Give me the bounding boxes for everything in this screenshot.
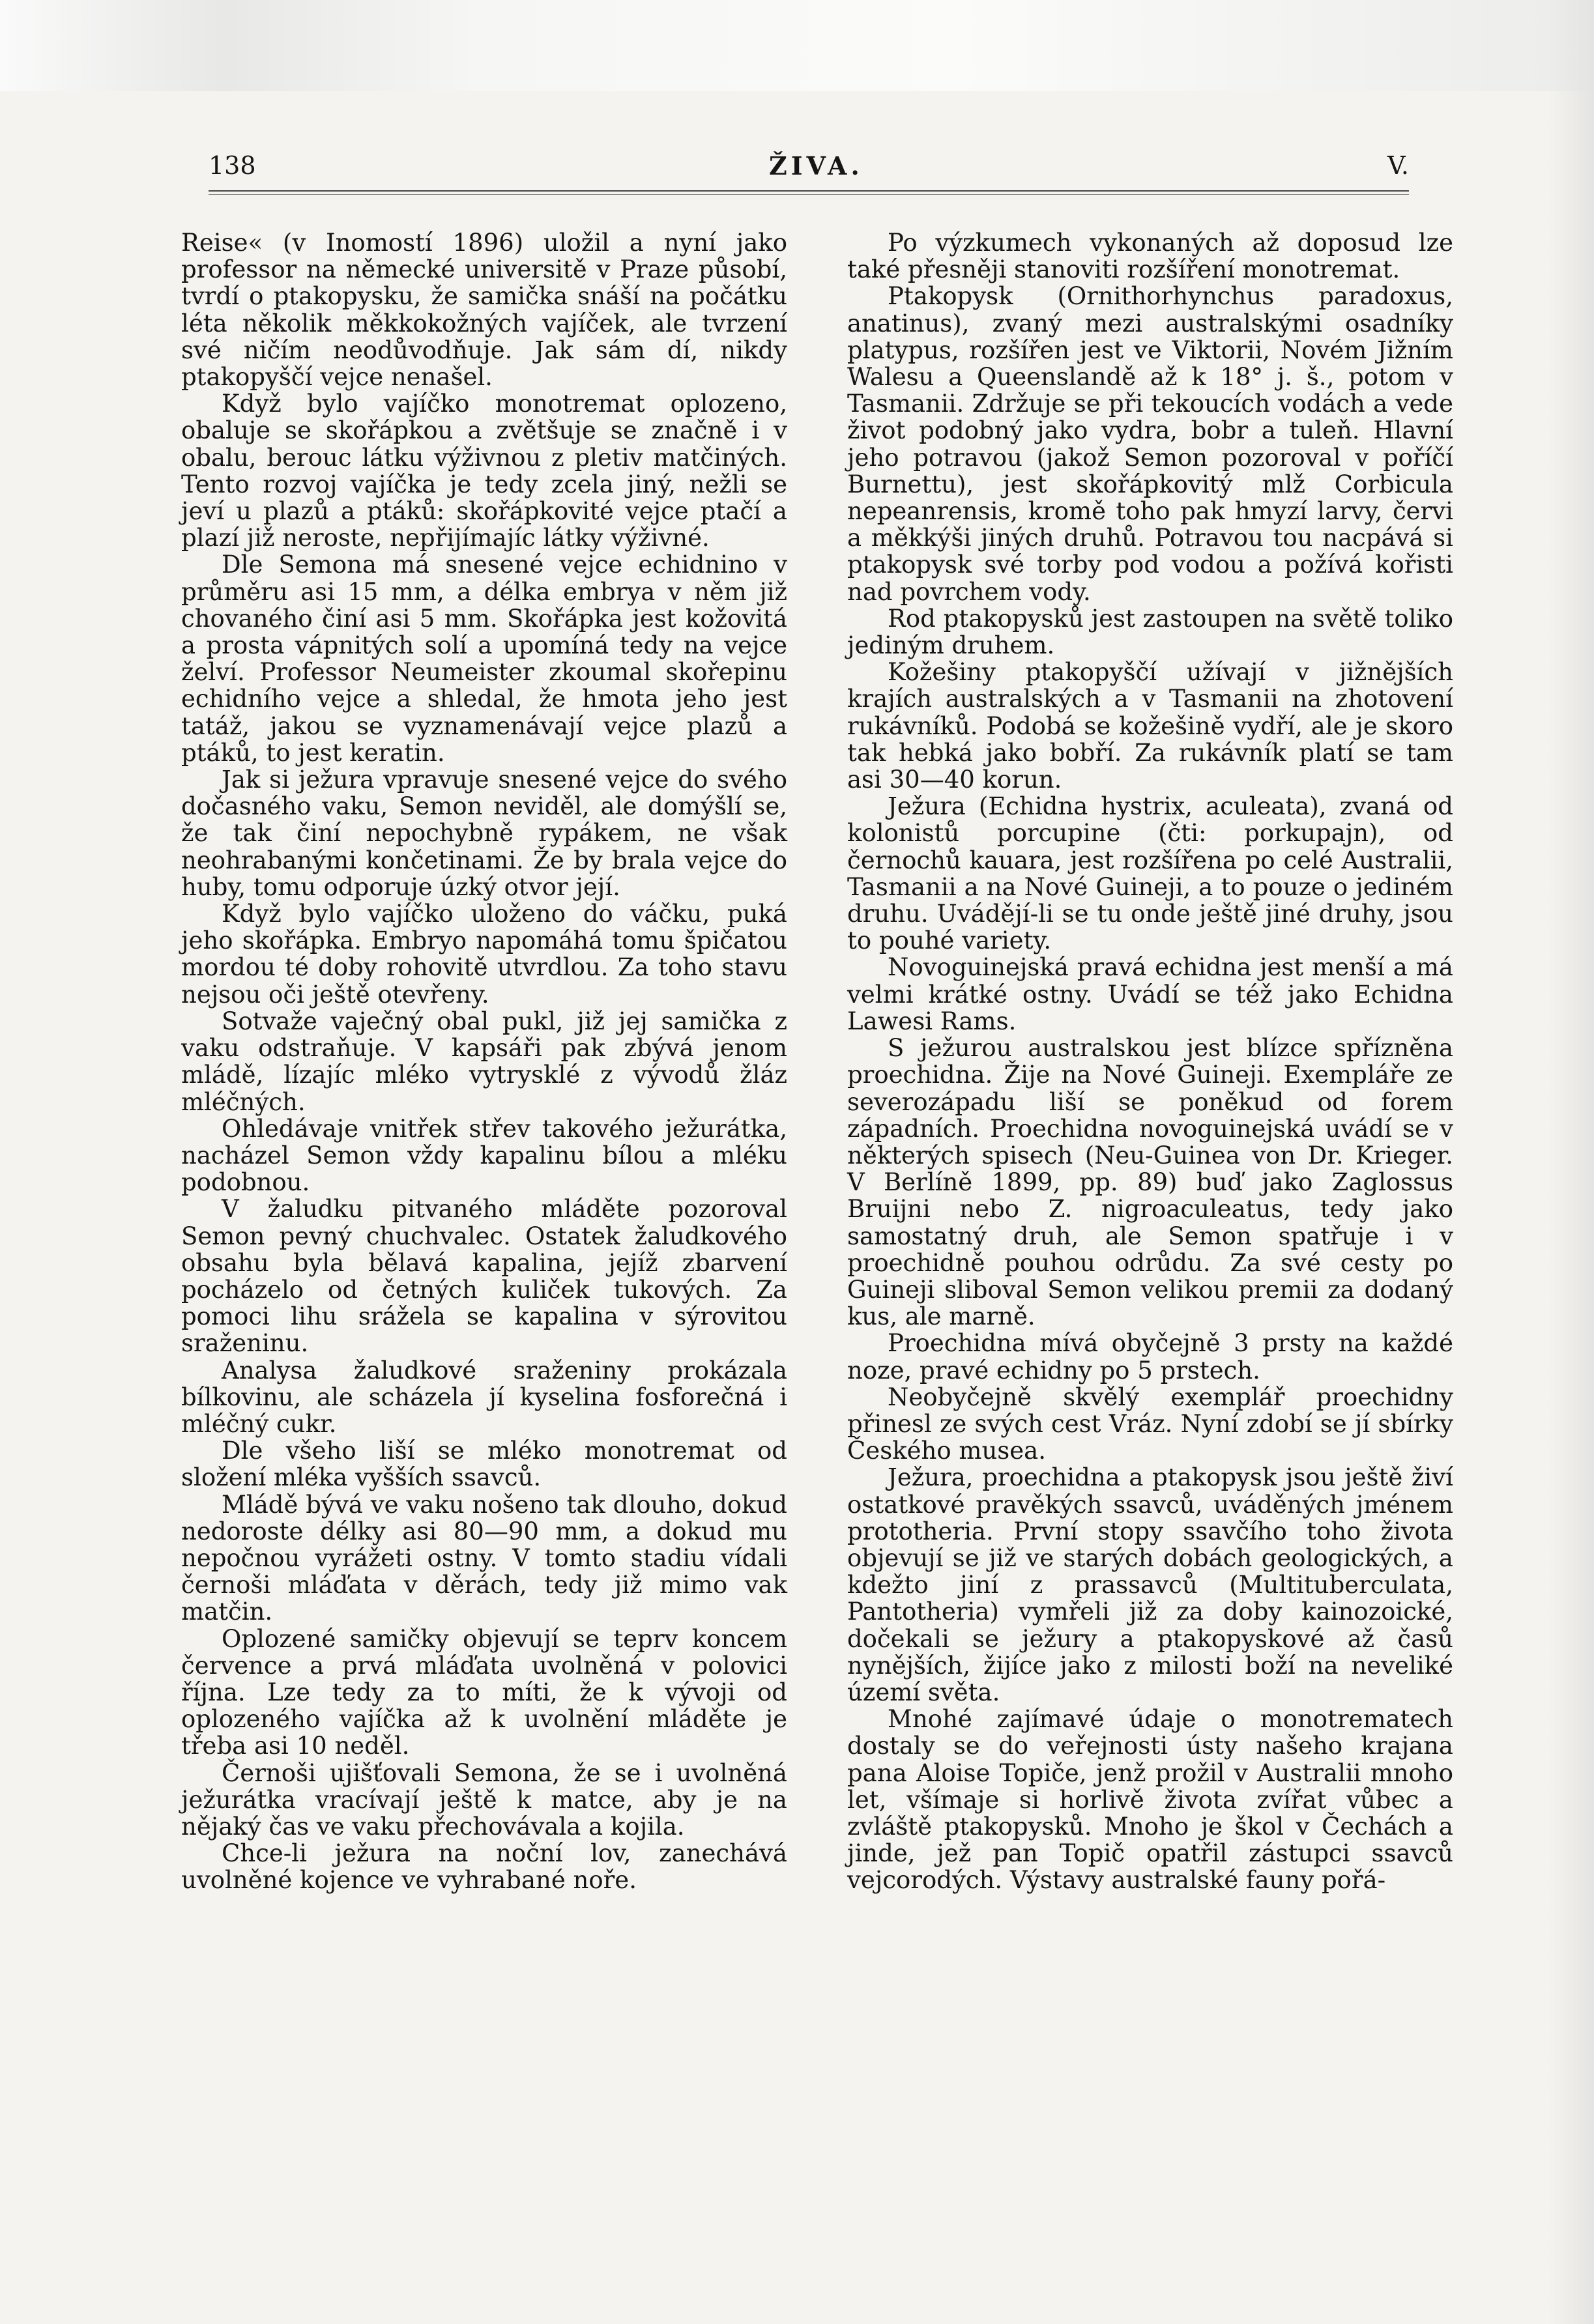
scan-top-shading — [0, 0, 1594, 91]
right-column — [847, 229, 1453, 1894]
paragraph: Chce-li ježura na noční lov, zanechává uvolněné kojence ve vyhrabané noře. — [181, 1839, 787, 1895]
paragraph: Neobyčejně skvělý exemplář proechidny přinesl ze svých cest Vráz. Nyní zdobí se jí sbírky Českého musea. — [847, 1383, 1453, 1465]
paragraph: Sotvaže vaječný obal pukl, již jej samička z vaku odstraňuje. V kapsáři pak zbývá jenom mládě, lízajíc mléko vytrysklé z vývodů žláz mléčných. — [181, 1007, 787, 1116]
paragraph: Kožešiny ptakopyščí užívají v jižnějších krajích australských a v Tasmanii na zhotovení rukávníků. Podobá se kožešině vydří, ale je skoro tak hebká jako bobří. Za rukávník platí se tam asi 30—40 korun. — [847, 658, 1453, 794]
paragraph: V žaludku pitvaného mláděte pozoroval Semon pevný chuchvalec. Ostatek žaludkového obsahu byla bělavá kapalina, jejíž zbarvení pocházelo od četných kuliček tukových. Za pomoci lihu srážela se kapalina v sýrovitou sraženinu. — [181, 1195, 787, 1358]
paragraph: Reise« (v Inomostí 1896) uložil a nyní jako professor na německé universitě v Praze působí, tvrdí o ptakopysku, že samička snáší na počátku léta několik měkkokožných vajíček, ale tvrzení své ničím neodůvodňuje. Jak sám dí, nikdy ptakopyščí vejce nenašel. — [181, 229, 787, 392]
paragraph: Ohledávaje vnitřek střev takového ježurátka, nacházel Semon vždy kapalinu bílou a mléku podobnou. — [181, 1114, 787, 1197]
paragraph: Rod ptakopysků jest zastoupen na světě toliko jediným druhem. — [847, 604, 1453, 660]
paragraph: Ježura (Echidna hystrix, aculeata), zvaná od kolonistů porcupine (čti: porkupajn), od černochů kauara, jest rozšířena po celé Australii, Tasmanii a na Nové Guineji, a to pouze o jediném druhu. Uvádějí-li se tu onde ještě jiné druhy, jsou to pouhé variety. — [847, 792, 1453, 955]
paragraph: Analysa žaludkové sraženiny prokázala bílkovinu, ale scházela jí kyselina fosforečná i mléčný cukr. — [181, 1356, 787, 1438]
paragraph: Mnohé zajímavé údaje o monotrematech dostaly se do veřejnosti ústy našeho krajana pana Aloise Topiče, jenž prožil v Australii mnoho let, všímaje si horlivě života zvířat vůbec a zvláště ptakopysků. Mnoho je škol v Čechách a jinde, jež pan Topič opatřil zástupci ssavců vejcorodých. Výstavy australské fauny pořá- — [847, 1705, 1453, 1895]
paragraph: Když bylo vajíčko monotremat oplozeno, obaluje se skořápkou a zvětšuje se značně i v obalu, berouc látku výživnou z pletiv matčiných. Tento rozvoj vajíčka je tedy zcela jiný, nežli se jeví u plazů a ptáků: skořápkovité vejce ptačí a plazí již neroste, nepřijímajíc látky výživné. — [181, 390, 787, 552]
paragraph: Ježura, proechidna a ptakopysk jsou ještě živí ostatkové pravěkých ssavců, uváděných jménem prototheria. První stopy ssavčího toho života objevují se již ve starých dobách geologických, a kdežto jiní z prassavců (Multituberculata, Pantotheria) vymřeli již za doby kainozoické, dočekali se ježury a ptakopyskové až časů nynějších, žijíce jako z milosti boží na neveliké území světa. — [847, 1463, 1453, 1706]
journal-title: ŽIVA. — [769, 151, 863, 180]
paragraph: Po výzkumech vykonaných až doposud lze také přesněji stanoviti rozšíření monotremat. — [847, 229, 1453, 284]
paragraph: Mládě bývá ve vaku nošeno tak dlouho, dokud nedoroste délky asi 80—90 mm, a dokud mu nepočnou vyrážeti ostny. V tomto stadiu vídali černoši mláďata v děrách, tedy již mimo vak matčin. — [181, 1490, 787, 1626]
paragraph: Ptakopysk (Ornithorhynchus paradoxus, anatinus), zvaný mezi australskými osadníky platypus, rozšířen jest ve Viktorii, Novém Jižním Walesu a Queenslandě až k 18° j. š., potom v Tasmanii. Zdržuje se při tekoucích vodách a vede život podobný jako vydra, bobr a tuleň. Hlavní jeho potravou (jakož Semon pozoroval v poříčí Burnettu), jest skořápkovitý mlž Corbicula nepeanrensis, kromě toho pak hmyzí larvy, červi a měkkýši jiných druhů. Potravou tou nacpává si ptakopysk své torby pod vodou a požívá kořisti nad povrchem vody. — [847, 282, 1453, 606]
paragraph: Jak si ježura vpravuje snesené vejce do svého dočasného vaku, Semon neviděl, ale domýšlí se, že tak činí nepochybně rypákem, ne však neohrabanými končetinami. Že by brala vejce do huby, tomu odporuje úzký otvor její. — [181, 766, 787, 901]
paragraph: Dle všeho liší se mléko monotremat od složení mléka vyšších ssavců. — [181, 1437, 787, 1492]
page-header — [209, 151, 1409, 190]
scan-right-shading — [1548, 0, 1594, 2324]
paragraph: Oplozené samičky objevují se teprv koncem července a prvá mláďata uvolněná v polovici října. Lze tedy za to míti, že k vývoji od oplozeného vajíčka až k uvolnění mláděte je třeba asi 10 neděl. — [181, 1624, 787, 1760]
page-number: 138 — [209, 151, 256, 180]
volume-number: V. — [1387, 151, 1409, 180]
paragraph: Proechidna mívá obyčejně 3 prsty na každé noze, pravé echidny po 5 prstech. — [847, 1329, 1453, 1384]
left-column — [181, 229, 787, 1894]
paragraph: Když bylo vajíčko uloženo do váčku, puká jeho skořápka. Embryo napomáhá tomu špičatou mordou té doby rohovitě utvrdlou. Za toho stavu nejsou oči ještě otevřeny. — [181, 900, 787, 1009]
paragraph: Novoguinejská pravá echidna jest menší a má velmi krátké ostny. Uvádí se též jako Echidna Lawesi Rams. — [847, 953, 1453, 1035]
paragraph: Dle Semona má snesené vejce echidnino v průměru asi 15 mm, a délka embrya v něm již chovaného činí asi 5 mm. Skořápka jest kožovitá a prosta vápnitých solí a upomíná tedy na vejce želví. Professor Neumeister zkoumal skořepinu echidního vejce a shledal, že hmota jeho jest tatáž, jakou se vyznamenávají vejce plazů a ptáků, to jest keratin. — [181, 551, 787, 767]
paragraph: Černoši ujišťovali Semona, že se i uvolněná ježurátka vracívají ještě k matce, aby je na nějaký čas ve vaku přechovávala a kojila. — [181, 1758, 787, 1841]
paragraph: S ježurou australskou jest blízce spřízněna proechidna. Žije na Nové Guineji. Exempláře ze severozápadu liší se poněkud od forem západních. Proechidna novoguinejská uvádí se v některých spisech (Neu-Guinea von Dr. Krieger. V Berlíně 1899, pp. 89) buď jako Zaglossus Bruijni nebo Z. nigroaculeatus, tedy jako samostatný druh, ale Semon spatřuje i v proechidně pouhou odrůdu. Za své cesty po Guineji sliboval Semon velikou premii za dodaný kus, ale marně. — [847, 1034, 1453, 1331]
header-rule — [209, 190, 1409, 195]
